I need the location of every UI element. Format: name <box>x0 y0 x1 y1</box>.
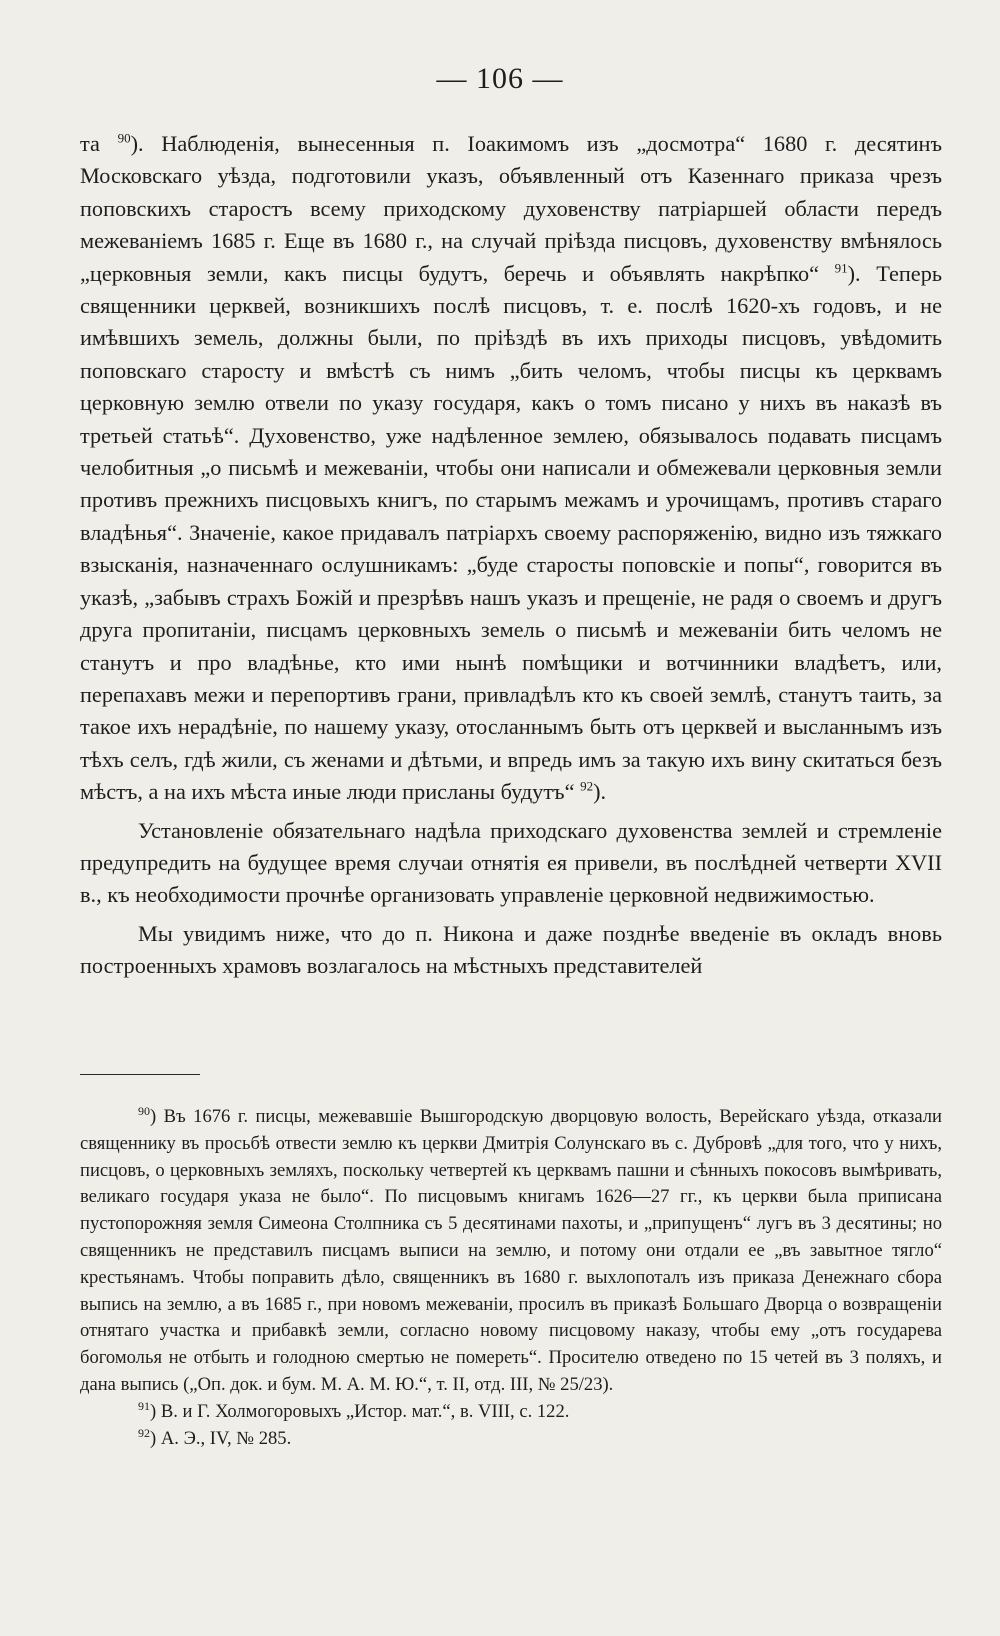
main-text <box>80 128 942 983</box>
footnote-90 <box>80 1104 942 1399</box>
footnote-marker: 90 <box>138 1103 150 1118</box>
footnote-text: ) В. и Г. Холмогоровыхъ „Истор. мат.“, в. VIII, с. 122. <box>150 1400 570 1422</box>
footnote-ref-92[interactable]: 92 <box>580 778 594 794</box>
footnote-divider <box>80 1074 200 1075</box>
footnote-marker: 92 <box>138 1425 150 1440</box>
footnote-marker: 91 <box>138 1398 150 1413</box>
paragraph-1-start: та <box>80 131 118 156</box>
paragraph-1 <box>80 128 942 809</box>
footnote-ref-91[interactable]: 91 <box>834 260 848 276</box>
footnote-92 <box>80 1426 942 1453</box>
paragraph-1-part-2: ). Теперь священники церквей, возникшихъ послѣ писцовъ, т. е. послѣ 1620-хъ годовъ, и не имѣвшихъ земель, должны были, по пріѣздѣ въ ихъ приходы писцовъ, увѣдомить поповскаго старосту и вмѣстѣ съ нимъ „бить челомъ, чтобы писцы къ церквамъ церковную землю отвели по указу государя, какъ о томъ писано у нихъ въ наказѣ въ третьей статьѣ“. Духовенство, уже надѣленное землею, обязывалось подавать писцамъ челобитныя „о письмѣ и межеваніи, чтобы они написали и обмежевали церковныя земли противъ прежнихъ писцовыхъ книгъ, по старымъ межамъ и урочищамъ, противъ стараго владѣнья“. Значеніе, какое придавалъ патріархъ своему распоряженію, видно изъ тяжкаго взысканія, назначеннаго ослушникамъ: „буде старосты поповскіе и попы“, говорится въ указѣ, „забывъ страхъ Божій и презрѣвъ нашъ указъ и прещеніе, не радя о своемъ и другъ друга пропитаніи, писцамъ церковныхъ земель о письмѣ и межеваніи бить челомъ не станутъ и про владѣнье, кто ими нынѣ помѣщики и вотчинники владѣетъ, или, перепахавъ межи и перепортивъ грани, привладѣлъ кто къ своей землѣ, станутъ таить, за такое ихъ нерадѣніе, по нашему указу, отосланнымъ быть отъ церквей и высланнымъ изъ тѣхъ селъ, гдѣ жили, съ женами и дѣтьми, и впредь имъ за такую ихъ вину скитаться безъ мѣстъ, а на ихъ мѣста иные люди присланы будутъ“ <box>80 260 943 805</box>
footnote-91 <box>80 1399 942 1426</box>
footnote-ref-90[interactable]: 90 <box>117 130 131 146</box>
footnote-text: ) Въ 1676 г. писцы, межевавшіе Вышгородскую дворцовую волость, Верейскаго уѣзда, отказали священнику въ просьбѣ отвести землю къ церкви Дмитрія Солунскаго въ с. Дубровѣ „для того, что у нихъ, писцовъ, о церковныхъ земляхъ, поскольку четвертей къ церквамъ пашни и сѣнныхъ покосовъ вымѣривать, великаго государя указа не было“. По писцовымъ книгамъ 1626—27 гг., къ церкви была приписана пустопорожняя земля Симеона Столпника съ 5 десятинами пахоты, и „припущенъ“ лугъ въ 3 десятины; но священникъ не представилъ писцамъ выписи на землю, и потому они отдали ее „въ завытное тягло“ крестьянамъ. Чтобы поправить дѣло, священникъ въ 1680 г. выхлопоталъ изъ приказа Денежнаго сбора выпись на землю, а въ 1685 г., при новомъ межеваніи, просилъ въ приказѣ Большаго Дворца о возвращеніи отнятаго участка и прибавкѣ земли, согласно новому писцовому наказу, чтобы ему „отъ государева богомолья не отбыть и голодною смертью не помереть“. Просителю отведено по 15 четей въ 3 поляхъ, и дана выпись („Оп. док. и бум. М. А. М. Ю.“, т. II, отд. III, № 25/23). <box>80 1106 942 1395</box>
page-number: — 106 — <box>436 62 564 95</box>
footnotes <box>80 1104 942 1452</box>
paragraph-2: Установленіе обязательнаго надѣла приходскаго духовенства землей и стремленіе предупредить на будущее время случаи отнятія ея привели, въ послѣдней четверти XVII в., къ необходимости прочнѣе организовать управленіе церковной недвижимостью. <box>80 817 942 908</box>
paragraph-1-part-1: ). Наблюденія, вынесенныя п. Іоакимомъ изъ „досмотра“ 1680 г. десятинъ Московскаго уѣзда, подготовили указъ, объявленный отъ Казеннаго приказа чрезъ поповскихъ старостъ всему приходскому духовенству патріаршей области передъ межеваніемъ 1685 г. Еще въ 1680 г., на случай пріѣзда писцовъ, духовенству вмѣнялось „церковныя земли, какъ писцы будутъ, беречь и объявлять накрѣпко“ <box>80 131 942 286</box>
paragraph-1-end: ). <box>593 779 607 805</box>
footnote-text: ) А. Э., IV, № 285. <box>150 1427 292 1449</box>
paragraph-3: Мы увидимъ ниже, что до п. Никона и даже позднѣе введеніе въ окладъ вновь построенныхъ храмовъ возлагалось на мѣстныхъ представителей <box>80 920 942 979</box>
